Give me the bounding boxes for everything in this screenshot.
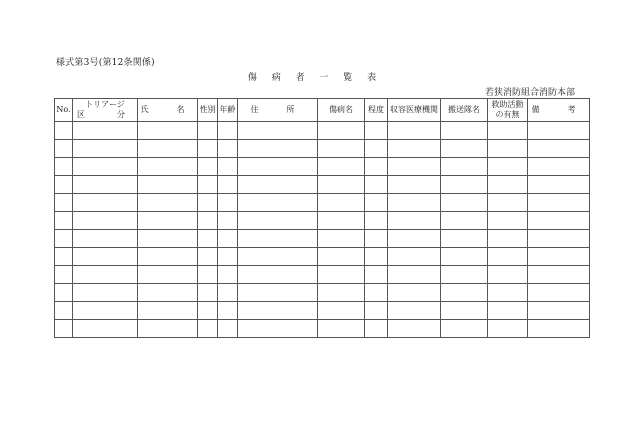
cell-sex[interactable] xyxy=(198,266,218,284)
table-row xyxy=(55,320,590,338)
cell-address[interactable] xyxy=(238,230,318,248)
header-triage xyxy=(73,99,138,122)
cell-rescue[interactable] xyxy=(488,158,528,176)
cell-rescue[interactable] xyxy=(488,212,528,230)
header-severity: 程度 xyxy=(365,99,388,122)
cell-sex[interactable] xyxy=(198,122,218,140)
header-address: 住 所 xyxy=(238,99,318,122)
cell-injury-name[interactable] xyxy=(318,158,365,176)
cell-no[interactable] xyxy=(55,284,73,302)
cell-address[interactable] xyxy=(238,320,318,338)
cell-no[interactable] xyxy=(55,302,73,320)
cell-age[interactable] xyxy=(218,158,238,176)
cell-address[interactable] xyxy=(238,122,318,140)
cell-rescue[interactable] xyxy=(488,122,528,140)
cell-sex[interactable] xyxy=(198,230,218,248)
table-row xyxy=(55,122,590,140)
cell-rescue[interactable] xyxy=(488,230,528,248)
cell-injury-name[interactable] xyxy=(318,266,365,284)
cell-triage[interactable] xyxy=(73,212,138,230)
cell-rescue[interactable] xyxy=(488,140,528,158)
cell-address[interactable] xyxy=(238,140,318,158)
cell-severity[interactable] xyxy=(365,140,388,158)
cell-transport-unit[interactable] xyxy=(441,158,488,176)
cell-hospital[interactable] xyxy=(388,230,441,248)
cell-hospital[interactable] xyxy=(388,302,441,320)
cell-triage[interactable] xyxy=(73,248,138,266)
cell-triage[interactable] xyxy=(73,140,138,158)
cell-injury-name[interactable] xyxy=(318,122,365,140)
cell-injury-name[interactable] xyxy=(318,320,365,338)
cell-severity[interactable] xyxy=(365,176,388,194)
header-age: 年齢 xyxy=(218,99,238,122)
cell-remarks[interactable] xyxy=(528,284,590,302)
cell-address[interactable] xyxy=(238,302,318,320)
table-row xyxy=(55,158,590,176)
cell-transport-unit[interactable] xyxy=(441,194,488,212)
cell-transport-unit[interactable] xyxy=(441,122,488,140)
cell-injury-name[interactable] xyxy=(318,302,365,320)
cell-remarks[interactable] xyxy=(528,266,590,284)
cell-rescue[interactable] xyxy=(488,176,528,194)
cell-age[interactable] xyxy=(218,320,238,338)
cell-address[interactable] xyxy=(238,248,318,266)
cell-injury-name[interactable] xyxy=(318,248,365,266)
cell-severity[interactable] xyxy=(365,212,388,230)
cell-severity[interactable] xyxy=(365,248,388,266)
cell-sex[interactable] xyxy=(198,320,218,338)
cell-severity[interactable] xyxy=(365,122,388,140)
header-rescue-line2: の有無 xyxy=(495,110,520,119)
table-row xyxy=(55,284,590,302)
table-row xyxy=(55,302,590,320)
cell-remarks[interactable] xyxy=(528,194,590,212)
cell-sex[interactable] xyxy=(198,140,218,158)
cell-hospital[interactable] xyxy=(388,266,441,284)
cell-remarks[interactable] xyxy=(528,158,590,176)
cell-hospital[interactable] xyxy=(388,122,441,140)
table-row xyxy=(55,266,590,284)
cell-injury-name[interactable] xyxy=(318,194,365,212)
cell-age[interactable] xyxy=(218,194,238,212)
cell-no[interactable] xyxy=(55,176,73,194)
cell-age[interactable] xyxy=(218,284,238,302)
cell-injury-name[interactable] xyxy=(318,140,365,158)
cell-remarks[interactable] xyxy=(528,176,590,194)
cell-rescue[interactable] xyxy=(488,248,528,266)
cell-injury-name[interactable] xyxy=(318,212,365,230)
header-hospital: 収容医療機関 xyxy=(388,99,441,122)
cell-name[interactable] xyxy=(138,302,198,320)
cell-no[interactable] xyxy=(55,140,73,158)
cell-name[interactable] xyxy=(138,284,198,302)
cell-triage[interactable] xyxy=(73,230,138,248)
cell-age[interactable] xyxy=(218,122,238,140)
table-row xyxy=(55,140,590,158)
cell-injury-name[interactable] xyxy=(318,176,365,194)
cell-address[interactable] xyxy=(238,176,318,194)
cell-sex[interactable] xyxy=(198,302,218,320)
cell-transport-unit[interactable] xyxy=(441,140,488,158)
cell-transport-unit[interactable] xyxy=(441,230,488,248)
cell-no[interactable] xyxy=(55,212,73,230)
cell-rescue[interactable] xyxy=(488,266,528,284)
casualty-list-table xyxy=(54,98,590,338)
cell-rescue[interactable] xyxy=(488,284,528,302)
cell-triage[interactable] xyxy=(73,122,138,140)
cell-transport-unit[interactable] xyxy=(441,212,488,230)
cell-triage[interactable] xyxy=(73,266,138,284)
cell-address[interactable] xyxy=(238,284,318,302)
cell-transport-unit[interactable] xyxy=(441,248,488,266)
cell-transport-unit[interactable] xyxy=(441,284,488,302)
cell-no[interactable] xyxy=(55,320,73,338)
cell-no[interactable] xyxy=(55,158,73,176)
table-header-row xyxy=(55,99,590,122)
header-triage-line2: 区 分 xyxy=(77,110,137,119)
cell-severity[interactable] xyxy=(365,302,388,320)
cell-no[interactable] xyxy=(55,248,73,266)
cell-injury-name[interactable] xyxy=(318,284,365,302)
cell-address[interactable] xyxy=(238,212,318,230)
cell-severity[interactable] xyxy=(365,266,388,284)
cell-sex[interactable] xyxy=(198,284,218,302)
cell-age[interactable] xyxy=(218,266,238,284)
cell-address[interactable] xyxy=(238,266,318,284)
cell-hospital[interactable] xyxy=(388,248,441,266)
cell-name[interactable] xyxy=(138,158,198,176)
cell-sex[interactable] xyxy=(198,176,218,194)
cell-sex[interactable] xyxy=(198,194,218,212)
header-injury-name: 傷病名 xyxy=(318,99,365,122)
cell-name[interactable] xyxy=(138,176,198,194)
cell-name[interactable] xyxy=(138,140,198,158)
header-transport-unit: 搬送隊名 xyxy=(441,99,488,122)
table-row xyxy=(55,194,590,212)
cell-severity[interactable] xyxy=(365,284,388,302)
cell-hospital[interactable] xyxy=(388,140,441,158)
cell-sex[interactable] xyxy=(198,158,218,176)
cell-age[interactable] xyxy=(218,176,238,194)
cell-hospital[interactable] xyxy=(388,284,441,302)
header-no: No. xyxy=(55,99,73,122)
cell-hospital[interactable] xyxy=(388,158,441,176)
form-number: 様式第3号(第12条関係) xyxy=(56,58,155,68)
cell-severity[interactable] xyxy=(365,158,388,176)
cell-transport-unit[interactable] xyxy=(441,302,488,320)
cell-age[interactable] xyxy=(218,248,238,266)
cell-address[interactable] xyxy=(238,158,318,176)
cell-address[interactable] xyxy=(238,194,318,212)
cell-severity[interactable] xyxy=(365,230,388,248)
cell-age[interactable] xyxy=(218,212,238,230)
cell-name[interactable] xyxy=(138,248,198,266)
cell-hospital[interactable] xyxy=(388,194,441,212)
header-rescue xyxy=(488,99,528,122)
header-remarks: 備 考 xyxy=(528,99,590,122)
cell-remarks[interactable] xyxy=(528,140,590,158)
cell-sex[interactable] xyxy=(198,248,218,266)
cell-triage[interactable] xyxy=(73,284,138,302)
cell-injury-name[interactable] xyxy=(318,230,365,248)
table-body xyxy=(55,122,590,338)
organization-name: 若狭消防組合消防本部 xyxy=(484,88,575,98)
cell-hospital[interactable] xyxy=(388,320,441,338)
cell-no[interactable] xyxy=(55,194,73,212)
cell-severity[interactable] xyxy=(365,194,388,212)
header-sex: 性別 xyxy=(198,99,218,122)
cell-no[interactable] xyxy=(55,122,73,140)
page-title: 傷 病 者 一 覧 表 xyxy=(247,73,383,83)
header-name: 氏 名 xyxy=(138,99,198,122)
cell-triage[interactable] xyxy=(73,194,138,212)
table-row xyxy=(55,176,590,194)
cell-age[interactable] xyxy=(218,302,238,320)
table-row xyxy=(55,212,590,230)
cell-remarks[interactable] xyxy=(528,122,590,140)
header-triage-line1: トリアージ xyxy=(85,100,125,109)
cell-transport-unit[interactable] xyxy=(441,266,488,284)
table-row xyxy=(55,248,590,266)
cell-remarks[interactable] xyxy=(528,212,590,230)
cell-rescue[interactable] xyxy=(488,302,528,320)
cell-remarks[interactable] xyxy=(528,302,590,320)
cell-age[interactable] xyxy=(218,140,238,158)
cell-triage[interactable] xyxy=(73,302,138,320)
cell-hospital[interactable] xyxy=(388,176,441,194)
cell-remarks[interactable] xyxy=(528,230,590,248)
cell-name[interactable] xyxy=(138,194,198,212)
cell-transport-unit[interactable] xyxy=(441,176,488,194)
header-rescue-line1: 救助活動 xyxy=(491,100,524,109)
cell-sex[interactable] xyxy=(198,212,218,230)
cell-name[interactable] xyxy=(138,122,198,140)
cell-age[interactable] xyxy=(218,230,238,248)
table-row xyxy=(55,230,590,248)
cell-name[interactable] xyxy=(138,266,198,284)
cell-remarks[interactable] xyxy=(528,248,590,266)
cell-no[interactable] xyxy=(55,266,73,284)
cell-name[interactable] xyxy=(138,212,198,230)
cell-rescue[interactable] xyxy=(488,194,528,212)
cell-remarks[interactable] xyxy=(528,320,590,338)
cell-hospital[interactable] xyxy=(388,212,441,230)
cell-transport-unit[interactable] xyxy=(441,320,488,338)
cell-name[interactable] xyxy=(138,320,198,338)
cell-triage[interactable] xyxy=(73,320,138,338)
cell-triage[interactable] xyxy=(73,176,138,194)
cell-severity[interactable] xyxy=(365,320,388,338)
cell-name[interactable] xyxy=(138,230,198,248)
cell-rescue[interactable] xyxy=(488,320,528,338)
cell-no[interactable] xyxy=(55,230,73,248)
cell-triage[interactable] xyxy=(73,158,138,176)
